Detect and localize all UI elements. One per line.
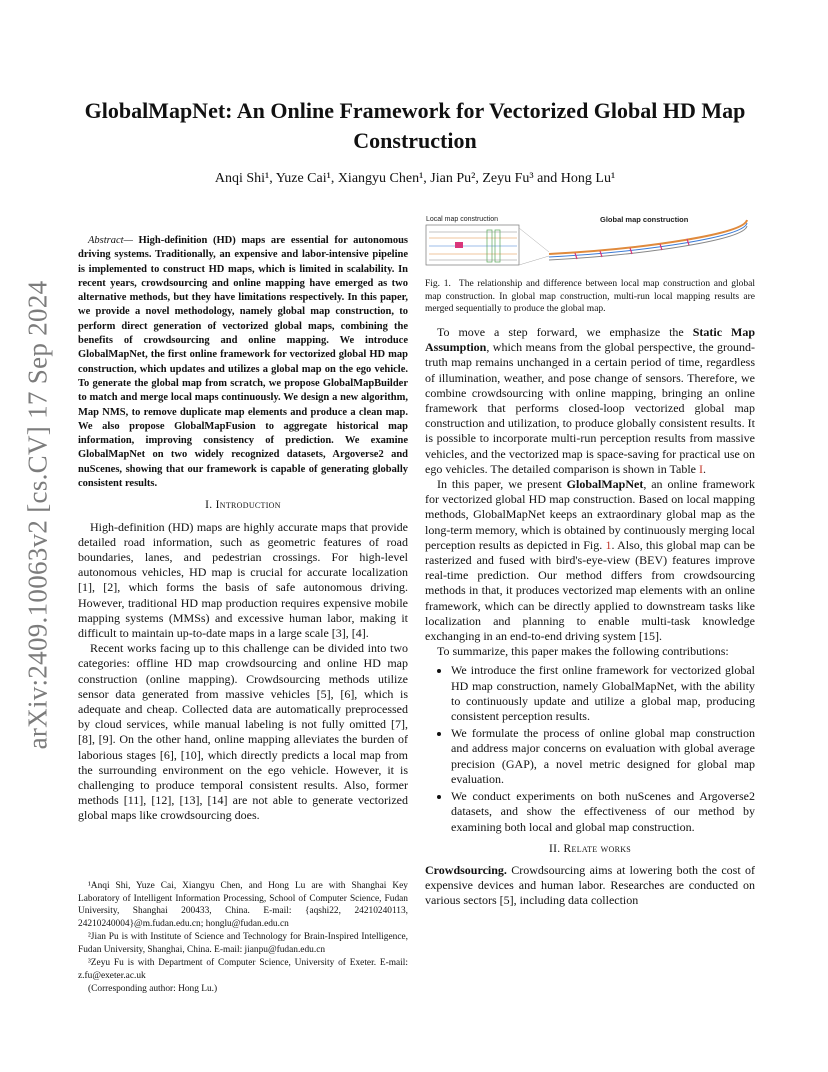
static-map-assumption: Static Map Assumption bbox=[425, 325, 755, 355]
right-p1-text-d: . bbox=[702, 461, 706, 476]
contribution-item: • We formulate the process of online global map construction and address major concerns on evaluation with global average precision (GAP), a novel metric designed for global map evaluation. bbox=[451, 726, 755, 787]
right-p1-text-a: To move a step forward, we emphasize the bbox=[437, 325, 693, 339]
intro-paragraph-1: High-definition (HD) maps are highly accurate maps that provide detailed road information, such as geometric features of road boundaries, lanes, and pedestrian crossings. For high-level autonomous vehicles, HD map is crucial for accurate localization [1], [2], which forms the basis of safe autonomous driving. However, traditional HD map production requires expensive mobile mapping systems (MMSs) and excessive human labor, making it difficult to maintain up-to-date maps in a large scale [3], [4]. bbox=[78, 519, 408, 640]
figure-1-caption-label: Fig. 1. bbox=[425, 279, 451, 289]
intro-paragraph-2: Recent works facing up to this challenge can be divided into two categories: offline HD map crowdsourcing and online HD map construction (online mapping). Crowdsourcing methods utilize sensor data generated from massive vehicles [5], [6], which is adequate and cheap. Collected data are automatically preprocessed by cloud services, while manual labeling is not fully omitted [7], [8], [9]. On the other hand, online mapping alleviates the burden of laborious stages [6], [10], which directly predicts a local map from the surrounding environment on the ego vehicle. However, it is challenging to produce temporal consistent results. Also, former methods [11], [12], [13], [14] are not able to generate vectorized global maps like crowdsourcing does. bbox=[78, 641, 408, 823]
figure-1-caption-text: The relationship and difference between local map construction and global map construction. In global map construction, multi-run local mapping results are merged sequentially to produce the global map. bbox=[425, 279, 755, 314]
footnote-corresponding: (Corresponding author: Hong Lu.) bbox=[88, 984, 218, 994]
abstract-lead: Abstract— bbox=[88, 235, 133, 246]
section-heading-related-works: II. Relate works bbox=[548, 842, 632, 855]
global-map-label: Global map construction bbox=[600, 215, 689, 224]
arxiv-stamp-text: arXiv:2409.10063v2 [cs.CV] 17 Sep 2024 bbox=[22, 280, 53, 750]
contribution-item: • We introduce the first online framework for vectorized global HD map construction, namely GlobalMapNet, with the ability to continuously update and utilize a global map, producing consistent perception results. bbox=[451, 663, 755, 724]
crowdsourcing-text: Crowdsourcing aims at lowering both the cost of expensive devices and human labor. Researches are conducted on various sectors [5], including data collection bbox=[425, 862, 755, 908]
ego-vehicle-marker bbox=[455, 242, 463, 248]
footnote-1: ¹Anqi Shi, Yuze Cai, Xiangyu Chen, and Hong Lu are with Shanghai Key Laboratory of Intelligent Information Processing, School of Computer Science, Fudan University, Shanghai 200433, China. E-mail: {aqshi22, 24210240113, 24210240004}@m.fudan.edu.cn; honglu@fudan.edu.cn bbox=[78, 881, 408, 929]
paper-title: GlobalMapNet: An Online Framework for Vectorized Global HD Map Construction bbox=[84, 98, 746, 153]
right-p2-text-a: In this paper, we present bbox=[437, 477, 567, 492]
figure-1 bbox=[425, 212, 755, 272]
table-1-reference[interactable]: I bbox=[698, 461, 703, 476]
footnotes bbox=[78, 880, 408, 997]
abstract-body: High-definition (HD) maps are essential for autonomous driving systems. Traditionally, an expensive and labor-intensive pipeline is implemented to construct HD maps, which is limited in scalability. In recent years, crowdsourcing and online mapping have emerged as two alternative methods, but they have limitations respectively. In this paper, we provide a novel methodology, namely global map construction, to perform direct generation of vectorized global maps, combining the benefits of crowdsourcing and online mapping. We introduce GlobalMapNet, the first online framework for vectorized global HD map construction, which updates and utilizes a global map on the ego vehicle. To generate the global map from scratch, we propose GlobalMapBuilder to match and merge local maps continuously. We design a new algorithm, Map NMS, to remove duplicate map elements and produce a clean map. We also propose GlobalMapFusion to aggregate historical map information, improving consistency of prediction. We examine GlobalMapNet on two widely recognized datasets, Argoverse2 and nuScenes, showing that our framework is capable of generating globally consistent results. bbox=[78, 235, 408, 490]
contribution-item: • We conduct experiments on both nuScenes and Argoverse2 datasets, and show the effectiveness of our method by examining both local and global map construction. bbox=[451, 789, 755, 835]
left-column bbox=[78, 234, 408, 824]
local-map-label: Local map construction bbox=[426, 216, 498, 223]
right-p2-text-c: , an online framework for vectorized global HD map construction. Based on local mapping methods, GlobalMapNet keeps an extraordinary global map as the long-term memory, which is obtained by continuously merging local perception results as depicted in Fig. bbox=[425, 477, 755, 552]
right-column bbox=[425, 325, 755, 909]
right-paragraph-3: To summarize, this paper makes the following contributions: bbox=[437, 644, 729, 659]
local-map-panel bbox=[426, 225, 519, 265]
right-paragraph-2 bbox=[425, 477, 755, 644]
right-paragraph-crowdsourcing bbox=[425, 863, 755, 909]
globalmapnet-name: GlobalMapNet bbox=[566, 477, 644, 492]
author-list: Anqi Shi¹, Yuze Cai¹, Xiangyu Chen¹, Jian Pu², Zeyu Fu³ and Hong Lu¹ bbox=[214, 171, 616, 186]
right-paragraph-1 bbox=[425, 325, 755, 477]
abstract bbox=[78, 234, 408, 491]
right-p2-text-d: . Also, this global map can be rasterized and fused with bird's-eye-view (BEV) features improve real-time prediction. Our method differs from crowdsourcing methods in that, it produces vectorized map elements with an online framework, which can be directly applied to downstream tasks like localization and planning to enable multi-task knowledge exchanging in an end-to-end driving system [15]. bbox=[425, 537, 755, 644]
figure-1-caption bbox=[425, 278, 755, 316]
figure-1-reference[interactable]: 1 bbox=[605, 537, 612, 552]
right-p1-text-c: , which means from the global perspective, the ground-truth map remains unchanged in a certain period of time, regardless of illumination, weather, and pose change of sensors. Therefore, we combine crowdsourcing with online mapping, bringing an online framework that performs closed-loop vectorized global map construction and utilization, to produce globally consistent results. It is possible to incorporate multi-run perception results from massive vehicles, and the vectorized map is space-saving for practical use on ego vehicles. The detailed comparison is shown in Table bbox=[425, 340, 755, 476]
crowdsourcing-runin: Crowdsourcing. bbox=[425, 862, 507, 877]
contributions-list bbox=[425, 663, 755, 834]
footnote-2: ²Jian Pu is with Institute of Science and Technology for Brain-Inspired Intelligence, Fudan University, Shanghai, China. E-mail: jianpu@fudan.edu.cn bbox=[78, 932, 408, 955]
section-heading-introduction: I. Introduction bbox=[205, 499, 281, 512]
arxiv-stamp bbox=[8, 280, 68, 750]
figure-1-graphic bbox=[425, 212, 755, 272]
footnote-3: ³Zeyu Fu is with Department of Computer Science, University of Exeter. E-mail: z.fu@exeter.ac.uk bbox=[78, 958, 408, 981]
